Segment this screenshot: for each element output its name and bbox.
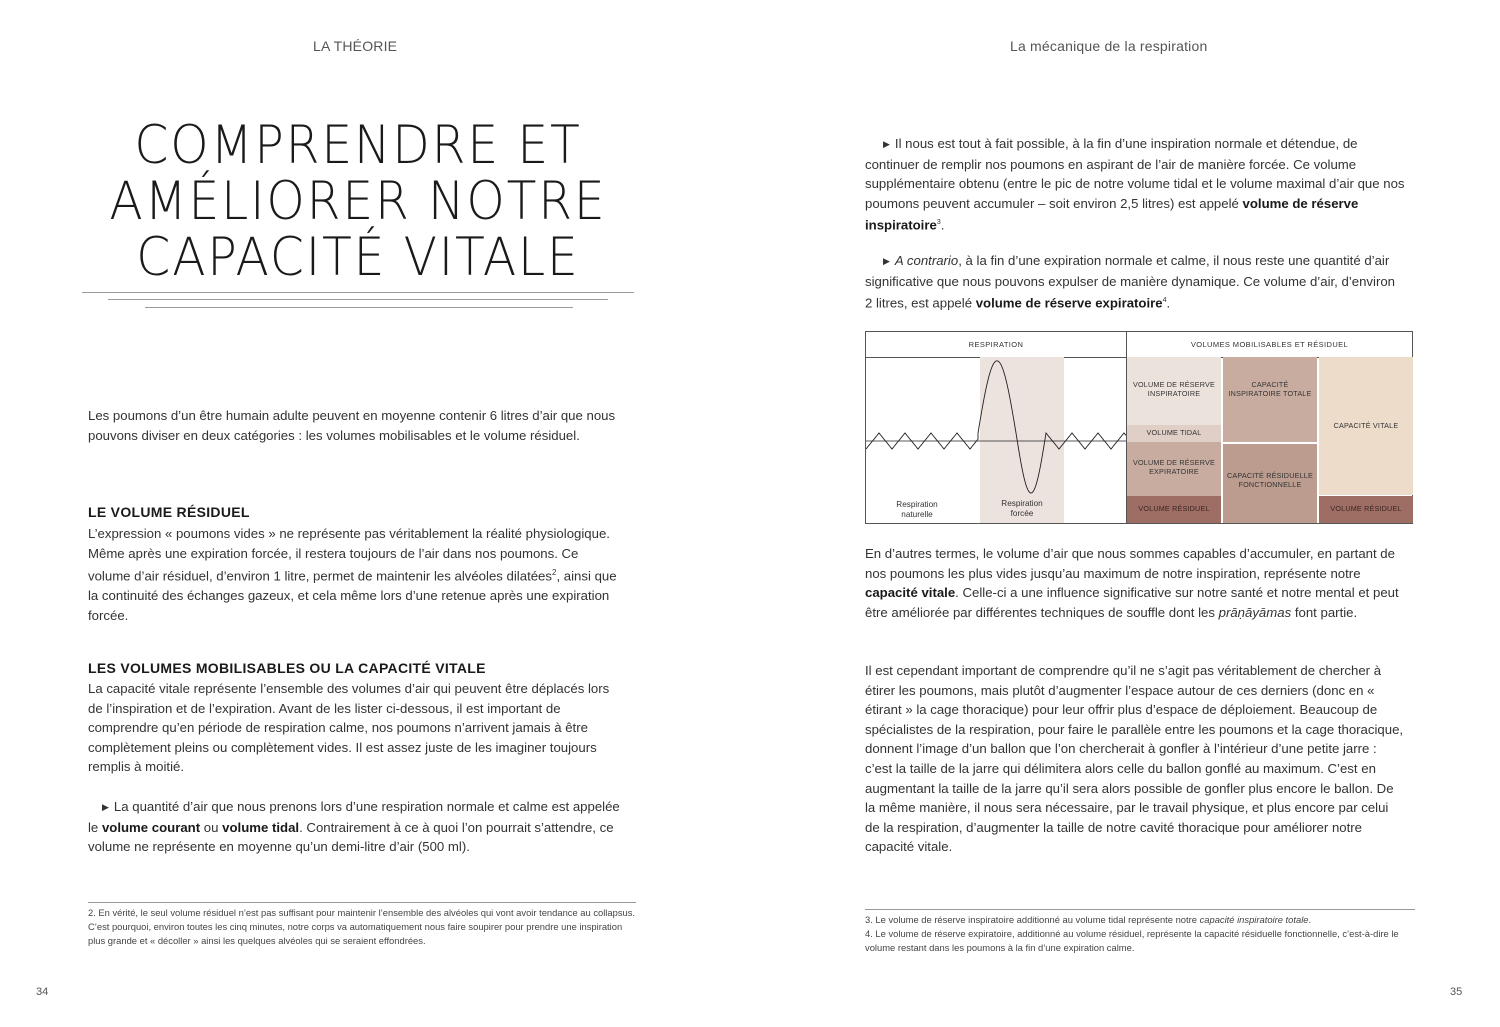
- footnote-rule-left: [88, 902, 636, 903]
- cell-capacite-residuelle-fonctionnelle: CAPACITÉ RÉSIDUELLE FONCTIONNELLE: [1223, 444, 1317, 523]
- title-rule-3: [145, 307, 573, 308]
- title-line-1: COMPRENDRE ET: [134, 115, 582, 176]
- footnote-3: 3. Le volume de réserve inspiratoire additionné au volume tidal représente notre capacité inspiratoire totale.: [865, 914, 1312, 925]
- label-respiration-naturelle: Respiration naturelle: [896, 500, 938, 519]
- footnote-rule-right: [865, 909, 1415, 910]
- cell-volume-reserve-expiratoire: VOLUME DE RÉSERVE EXPIRATOIRE: [1127, 442, 1221, 496]
- lung-volumes-diagram: [865, 331, 1413, 524]
- page-number-left: 34: [36, 986, 49, 998]
- running-head-right: La mécanique de la respiration: [1010, 38, 1208, 54]
- cell-volume-residuel-2: VOLUME RÉSIDUEL: [1319, 496, 1413, 523]
- intro-paragraph: Les poumons d’un être humain adulte peuvent en moyenne contenir 6 litres d’air que nous pouvons diviser en deux catégories : les volumes mobilisables et le volume résiduel.: [88, 408, 616, 443]
- volume-tidal-bullet: ▶ La quantité d’air que nous prenons lors d’une respiration normale et calme est appelée le volume courant ou volume tidal. Contrairement à ce à quoi l’on pourrait s’attendre, ce volume ne représente en moyenne qu’un demi-litre d’air (500 ml).: [88, 799, 620, 855]
- cage-thoracique-paragraph: Il est cependant important de comprendre qu’il ne s’agit pas véritablement de chercher à étirer les poumons, mais plutôt d’augmenter l’espace autour de ces derniers (donc en « étirant » la cage thoracique) pour leur offrir plus d’espace de déploiement. Beaucoup de spécialistes de la respiration, pour faire le parallèle entre les poumons et la cage thoracique, donnent l’image d’un ballon que l’on chercherait à gonfler à l’intérieur d’une petite jarre : c’est la taille de la jarre qui délimitera alors celle du ballon gonflé au maximum. C’est en augmentant la taille de la jarre qu’il sera alors possible de gonfler plus encore le ballon. De la même manière, il nous sera nécessaire, par le travail physique, et plus encore par celui de la respiration, d’augmenter la taille de notre cavité thoracique pour améliorer notre capacité vitale.: [865, 663, 1404, 855]
- label-respiration-forcee: Respiration forcée: [1001, 499, 1043, 518]
- diagram-header-volumes: VOLUMES MOBILISABLES ET RÉSIDUEL: [1127, 332, 1412, 358]
- footnote-2: 2. En vérité, le seul volume résiduel n’est pas suffisant pour maintenir l’ensemble des alvéoles qui vont avoir tendance au collapsus. C’est pourquoi, environ toutes les cinq minutes, notre corps va automatiquement nous faire soupirer pour prendre une inspiration plus grande et « décoller » ainsi les quelques alvéoles qui se seraient effondrées.: [88, 907, 636, 946]
- cell-volume-reserve-inspiratoire: VOLUME DE RÉSERVE INSPIRATOIRE: [1127, 357, 1221, 425]
- title-line-2: AMÉLIORER NOTRE: [109, 171, 607, 232]
- heading-volume-residuel: LE VOLUME RÉSIDUEL: [88, 504, 250, 520]
- bullet-icon: ▶: [883, 139, 890, 149]
- capacite-vitale-paragraph: En d’autres termes, le volume d’air que nous sommes capables d’accumuler, en partant de nos poumons les plus vides jusqu’au maximum de notre inspiration, représente notre capacité vitale. Celle-ci a une influence significative sur notre santé et notre mental et peut être améliorée par différentes techniques de souffle dont les prāṇāyāmas font partie.: [865, 546, 1399, 620]
- cell-capacite-vitale: CAPACITÉ VITALE: [1319, 357, 1413, 495]
- footnote-ref-3: 3: [936, 219, 941, 227]
- cell-volume-residuel-1: VOLUME RÉSIDUEL: [1127, 496, 1221, 523]
- volume-residuel-paragraph: L’expression « poumons vides » ne représente pas véritablement la réalité physiologique. Même après une expiration forcée, il restera toujours de l’air dans nos poumons. Ce volume d’air résiduel, d’environ 1 litre, permet de maintenir les alvéoles dilatées$^2$, ainsi que la continuité des échanges gazeux, et cela même lors d’une retenue après une expiration forcée.: [88, 526, 617, 623]
- reserve-expiratoire-paragraph: ▶ A contrario, à la fin d’une expiration normale et calme, il nous reste une quantité d’air significative que nous pouvons expulser de manière dynamique. Ce volume d’air, d’environ 2 litres, est appelé volume de réserve expiratoire$^4$.: [865, 253, 1396, 311]
- page-number-right: 35: [1450, 986, 1463, 998]
- footnote-4: 4. Le volume de réserve expiratoire, additionné au volume résiduel, représente la capacité résiduelle fonctionnelle, c’est-à-dire le volume restant dans les poumons à la fin d’une expiration calme.: [865, 928, 1399, 953]
- title-rule-1: [82, 292, 634, 293]
- bullet-icon: ▶: [883, 256, 890, 266]
- footnote-ref-2: 2: [552, 568, 557, 578]
- title-rule-2: [108, 299, 608, 300]
- bullet-icon: ▶: [102, 802, 109, 812]
- footnote-ref-4: 4: [1162, 297, 1167, 305]
- diagram-header-respiration: RESPIRATION: [866, 332, 1127, 358]
- title-line-3: CAPACITÉ VITALE: [136, 227, 580, 288]
- running-head-left: LA THÉORIE: [313, 38, 398, 54]
- heading-volumes-mobilisables: LES VOLUMES MOBILISABLES OU LA CAPACITÉ VITALE: [88, 660, 486, 676]
- cell-volume-tidal: VOLUME TIDAL: [1127, 425, 1221, 442]
- cell-capacite-inspiratoire-totale: CAPACITÉ INSPIRATOIRE TOTALE: [1223, 357, 1317, 442]
- reserve-inspiratoire-paragraph: ▶ Il nous est tout à fait possible, à la fin d’une inspiration normale et détendue, de continuer de remplir nos poumons en aspirant de l’air de manière forcée. Ce volume supplémentaire obtenu (entre le pic de notre volume tidal et le volume maximal d’air que nos poumons peuvent accumuler – soit environ 2,5 litres) est appelé volume de réserve inspiratoire$^3$.: [865, 136, 1405, 233]
- volumes-mobilisables-paragraph: La capacité vitale représente l’ensemble des volumes d’air qui peuvent être déplacés lors de l’inspiration et de l’expiration. Avant de les lister ci-dessous, il est important de comprendre qu’en période de respiration calme, nos poumons n’arrivent jamais à être complètement pleins ou complètement vides. Il est assez juste de les imaginer toujours remplis à moitié.: [88, 681, 610, 775]
- chapter-title: [82, 115, 634, 288]
